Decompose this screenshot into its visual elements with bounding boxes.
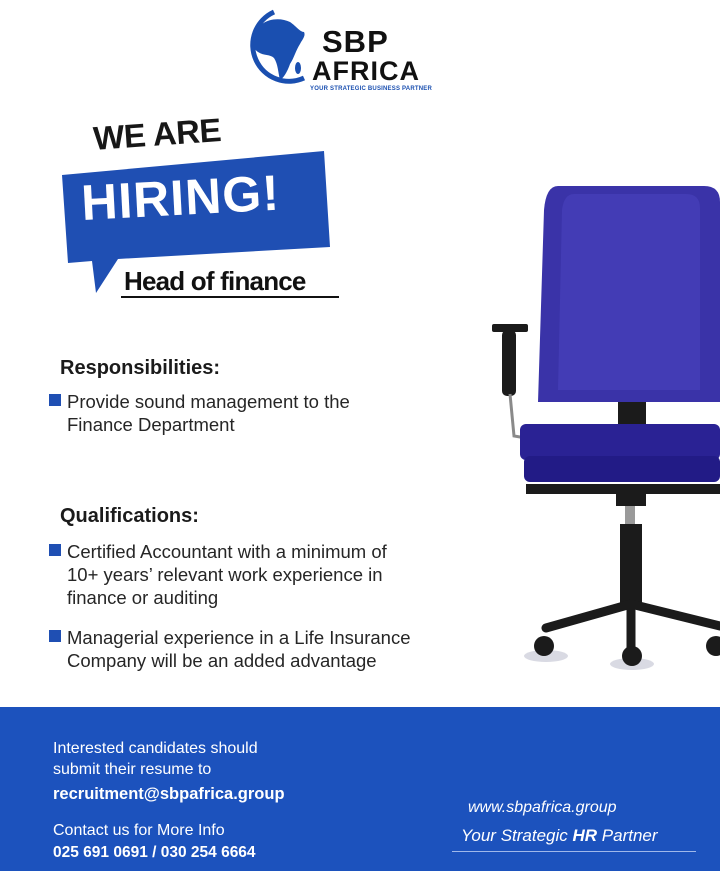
bullet-square-icon	[49, 394, 61, 406]
qualification-line: Company will be an added advantage	[67, 650, 377, 671]
brand-name-line1: SBP	[322, 24, 389, 59]
brand-logo	[234, 6, 444, 92]
responsibility-line: Provide sound management to the	[67, 391, 350, 412]
email-link[interactable]: recruitment@sbpafrica.group	[53, 785, 285, 803]
hiring-heading: HIRING!	[79, 164, 282, 231]
qualification-line: Managerial experience in a Life Insurance	[67, 627, 411, 648]
slogan-part: Partner	[597, 826, 658, 845]
apply-line: Interested candidates should	[53, 740, 258, 757]
responsibility-line: Finance Department	[67, 414, 235, 435]
qualification-line: Certified Accountant with a minimum of	[67, 541, 387, 562]
brand-name-line2: AFRICA	[312, 56, 420, 86]
responsibility-item	[49, 390, 350, 436]
phone-numbers[interactable]: 025 691 0691 / 030 254 6664	[53, 844, 256, 861]
position-title: Head of finance	[124, 266, 306, 296]
qualification-line: finance or auditing	[67, 587, 219, 608]
apply-instructions	[53, 738, 258, 780]
brand-tagline: YOUR STRATEGIC BUSINESS PARTNER	[310, 86, 432, 92]
qualification-item	[49, 626, 411, 672]
qualification-line: 10+ years’ relevant work experience in	[67, 564, 383, 585]
slogan-bold: HR	[572, 826, 598, 845]
bullet-square-icon	[49, 630, 61, 642]
position-underline	[121, 296, 339, 298]
slogan	[461, 826, 658, 846]
apply-line: submit their resume to	[53, 761, 212, 778]
qualification-item	[49, 540, 387, 609]
responsibilities-title: Responsibilities:	[60, 357, 221, 379]
qualifications-title: Qualifications:	[60, 505, 199, 527]
footer-divider	[452, 851, 696, 852]
we-are-heading: WE ARE	[92, 111, 223, 157]
office-chair-illustration	[486, 180, 720, 680]
website-link[interactable]: www.sbpafrica.group	[468, 799, 617, 816]
contact-label: Contact us for More Info	[53, 822, 225, 839]
bullet-square-icon	[49, 544, 61, 556]
africa-globe-icon	[234, 6, 316, 92]
slogan-part: Your Strategic	[461, 826, 573, 845]
